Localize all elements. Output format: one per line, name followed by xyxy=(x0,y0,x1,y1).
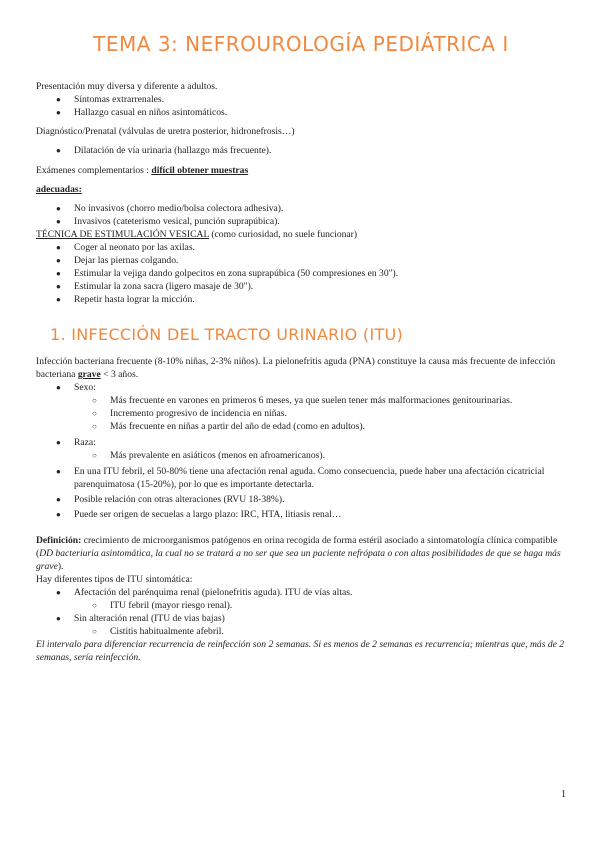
list-item: ● Estimular la zona sacra (ligero masaje de 30"). xyxy=(56,281,254,292)
list-item: ● Síntomas extrarrenales. xyxy=(56,94,165,105)
list-item: ● Raza: xyxy=(56,437,96,448)
page-number: 1 xyxy=(561,789,566,800)
list-item: ● Sin alteración renal (ITU de vías bajas) xyxy=(56,613,225,624)
list-item: ● Hallazgo casual en niños asintomáticos. xyxy=(56,107,228,118)
bullet-icon: ● xyxy=(56,588,61,597)
bullet-icon: ● xyxy=(56,383,61,392)
list-item: ○ Incremento progresivo de incidencia en niñas. xyxy=(92,408,287,419)
list-item: ● Coger al neonato por las axilas. xyxy=(56,242,195,253)
nota-italic: El intervalo para diferenciar recurrencia de reinfección son 2 semanas. Si es menos de 2 semanas es recurrencia; mientras que, más de 2 semanas, sería reinfección. xyxy=(36,639,565,663)
itu-block xyxy=(36,355,566,521)
list-item: ● No invasivos (chorro medio/bolsa colectora adhesiva). xyxy=(56,203,284,214)
examenes-line: Exámenes complementarios : difícil obtener muestras xyxy=(36,165,249,176)
list-item: ○ Más prevalente en asiáticos (menos en afroamericanos). xyxy=(92,450,325,461)
intro-block xyxy=(36,80,566,119)
bullet-icon: ● xyxy=(56,495,61,504)
sub-bullet-icon: ○ xyxy=(92,422,97,431)
bullet-icon: ● xyxy=(56,256,61,265)
list-item: ● Dilatación de vía urinaria (hallazgo más frecuente). xyxy=(56,145,272,156)
bullet-icon: ● xyxy=(56,108,61,117)
bullet-icon: ● xyxy=(56,204,61,213)
list-item: ● Puede ser origen de secuelas a largo plazo: IRC, HTA, litiasis renal… xyxy=(56,509,342,520)
list-item: ● Sexo: xyxy=(56,382,96,393)
bullet-icon: ● xyxy=(56,438,61,447)
intro-line: Presentación muy diversa y diferente a adultos. xyxy=(36,81,218,92)
itu-intro: Infección bacteriana frecuente (8-10% niñas, 2-3% niños). La pielonefritis aguda (PNA) constituye la causa más frecuente de infección bacteriana grave < 3 años. xyxy=(36,356,556,380)
definicion-text: Definición: crecimiento de microorganismos patógenos en orina recogida de forma estéril asociado a sintomatología clínica compatible (DD bacteriuria asintomática, la cual no se tratará a no ser que sea un paciente nefrópata o con altas posibilidades de que se haga más grave). xyxy=(36,535,561,572)
bullet-icon: ● xyxy=(56,269,61,278)
sub-bullet-icon: ○ xyxy=(92,627,97,636)
sub-bullet-icon: ○ xyxy=(92,451,97,460)
bullet-icon: ● xyxy=(56,295,61,304)
examenes-block xyxy=(36,164,566,306)
sub-bullet-icon: ○ xyxy=(92,409,97,418)
diagnostico-line: Diagnóstico/Prenatal (válvulas de uretra posterior, hidronefrosis…) xyxy=(36,126,295,137)
list-item: ● Afectación del parénquima renal (pielonefritis aguda). ITU de vías altas. xyxy=(56,587,353,598)
bullet-icon: ● xyxy=(56,95,61,104)
bullet-icon: ● xyxy=(56,146,61,155)
list-item: ● En una ITU febril, el 50-80% tiene una afectación renal aguda. Como consecuencia, puede haber una afectación cicatricial parenquimatosa (15-20%), por lo que es importante detectarla. xyxy=(56,466,545,490)
bullet-icon: ● xyxy=(56,282,61,291)
list-item: ○ Más frecuente en niñas a partir del año de edad (como en adultos). xyxy=(92,421,365,432)
diagnostico-block xyxy=(36,125,566,157)
section-heading-itu: 1. INFECCIÓN DEL TRACTO URINARIO (ITU) xyxy=(50,325,404,344)
bullet-icon: ● xyxy=(56,243,61,252)
sub-bullet-icon: ○ xyxy=(92,396,97,405)
bullet-icon: ● xyxy=(56,614,61,623)
bullet-icon: ● xyxy=(56,510,61,519)
tecnica-heading: TÉCNICA DE ESTIMULACIÓN VESICAL (como curiosidad, no suele funcionar) xyxy=(36,229,358,240)
list-item: ○ ITU febril (mayor riesgo renal). xyxy=(92,600,233,611)
sub-bullet-icon: ○ xyxy=(92,601,97,610)
examenes-line-2: adecuadas: xyxy=(36,184,82,195)
list-item: ● Estimular la vejiga dando golpecitos en zona suprapúbica (50 compresiones en 30"). xyxy=(56,268,399,279)
list-item: ● Dejar las piernas colgando. xyxy=(56,255,179,266)
bullet-icon: ● xyxy=(56,217,61,226)
list-item: ○ Más frecuente en varones en primeros 6 meses, ya que suelen tener más malformaciones genitourinarias. xyxy=(92,395,513,406)
definicion-block xyxy=(36,534,566,664)
bullet-icon: ● xyxy=(56,467,61,476)
list-item: ● Repetir hasta lograr la micción. xyxy=(56,294,195,305)
list-item: ○ Cistitis habitualmente afebril. xyxy=(92,626,224,637)
tipos-line: Hay diferentes tipos de ITU sintomática: xyxy=(36,574,193,585)
list-item: ● Posible relación con otras alteraciones (RVU 18-38%). xyxy=(56,494,285,505)
page-title: TEMA 3: NEFROUROLOGÍA PEDIÁTRICA I xyxy=(93,32,509,56)
list-item: ● Invasivos (cateterismo vesical, punción suprapúbica). xyxy=(56,216,280,227)
